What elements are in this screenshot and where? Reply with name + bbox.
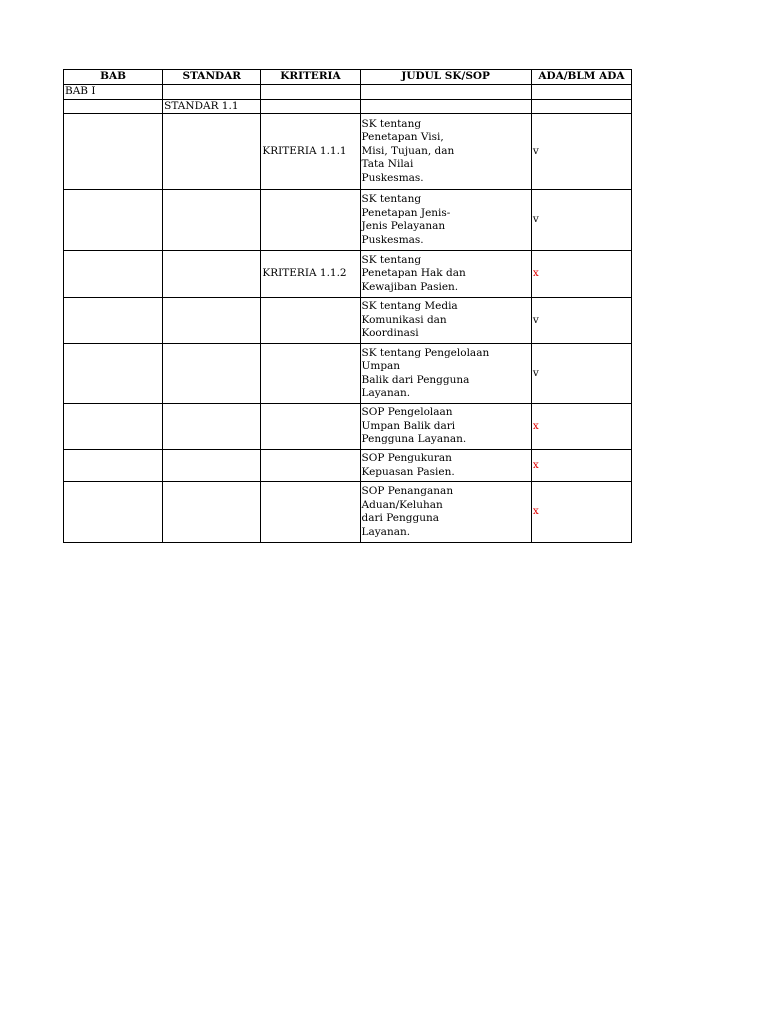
cell-standar [163,251,261,298]
cell-judul: SOP Pengelolaan Umpan Balik dari Pengguna Layanan. [360,404,531,450]
cell-judul [360,99,531,114]
cell-kriteria [261,344,360,404]
cell-judul: SOP Penanganan Aduan/Keluhan dari Pengguna Layanan. [360,482,531,543]
table-row [64,99,632,114]
cell-standar: STANDAR 1.1 [163,99,261,114]
cell-kriteria [261,404,360,450]
cell-bab [64,99,163,114]
cell-standar [163,344,261,404]
cell-kriteria [261,450,360,482]
cell-status: x [531,251,631,298]
cell-judul [360,85,531,100]
cell-judul: SK tentang Penetapan Visi, Misi, Tujuan, dan Tata Nilai Puskesmas. [360,114,531,190]
header-status: ADA/BLM ADA [531,70,631,85]
cell-bab [64,450,163,482]
cell-status [531,99,631,114]
table-row [64,482,632,543]
cell-judul: SOP Pengukuran Kepuasan Pasien. [360,450,531,482]
cell-bab [64,190,163,251]
header-bab: BAB [64,70,163,85]
cell-judul: SK tentang Pengelolaan Umpan Balik dari Pengguna Layanan. [360,344,531,404]
cell-kriteria [261,298,360,344]
table-row [64,298,632,344]
cell-standar [163,404,261,450]
table-row [64,85,632,100]
header-row [64,70,632,85]
cell-bab [64,344,163,404]
cell-judul: SK tentang Penetapan Jenis- Jenis Pelayanan Puskesmas. [360,190,531,251]
cell-status: v [531,344,631,404]
cell-standar [163,482,261,543]
cell-status: x [531,404,631,450]
cell-kriteria: KRITERIA 1.1.2 [261,251,360,298]
table-row [64,251,632,298]
cell-status: v [531,190,631,251]
header-kriteria: KRITERIA [261,70,360,85]
cell-standar [163,450,261,482]
cell-bab [64,298,163,344]
cell-kriteria [261,190,360,251]
cell-bab [64,404,163,450]
table-row [64,404,632,450]
cell-status [531,85,631,100]
cell-kriteria: KRITERIA 1.1.1 [261,114,360,190]
cell-kriteria [261,85,360,100]
cell-status: v [531,298,631,344]
table-row [64,344,632,404]
header-judul: JUDUL SK/SOP [360,70,531,85]
cell-bab [64,482,163,543]
cell-standar [163,298,261,344]
cell-bab [64,114,163,190]
table-row [64,114,632,190]
table-row [64,190,632,251]
header-standar: STANDAR [163,70,261,85]
table-row [64,450,632,482]
cell-bab: BAB I [64,85,163,100]
cell-standar [163,190,261,251]
cell-kriteria [261,482,360,543]
cell-bab [64,251,163,298]
cell-status: v [531,114,631,190]
cell-status: x [531,450,631,482]
cell-status: x [531,482,631,543]
checklist-table [63,69,632,543]
cell-judul: SK tentang Penetapan Hak dan Kewajiban Pasien. [360,251,531,298]
cell-standar [163,114,261,190]
cell-kriteria [261,99,360,114]
cell-standar [163,85,261,100]
cell-judul: SK tentang Media Komunikasi dan Koordinasi [360,298,531,344]
